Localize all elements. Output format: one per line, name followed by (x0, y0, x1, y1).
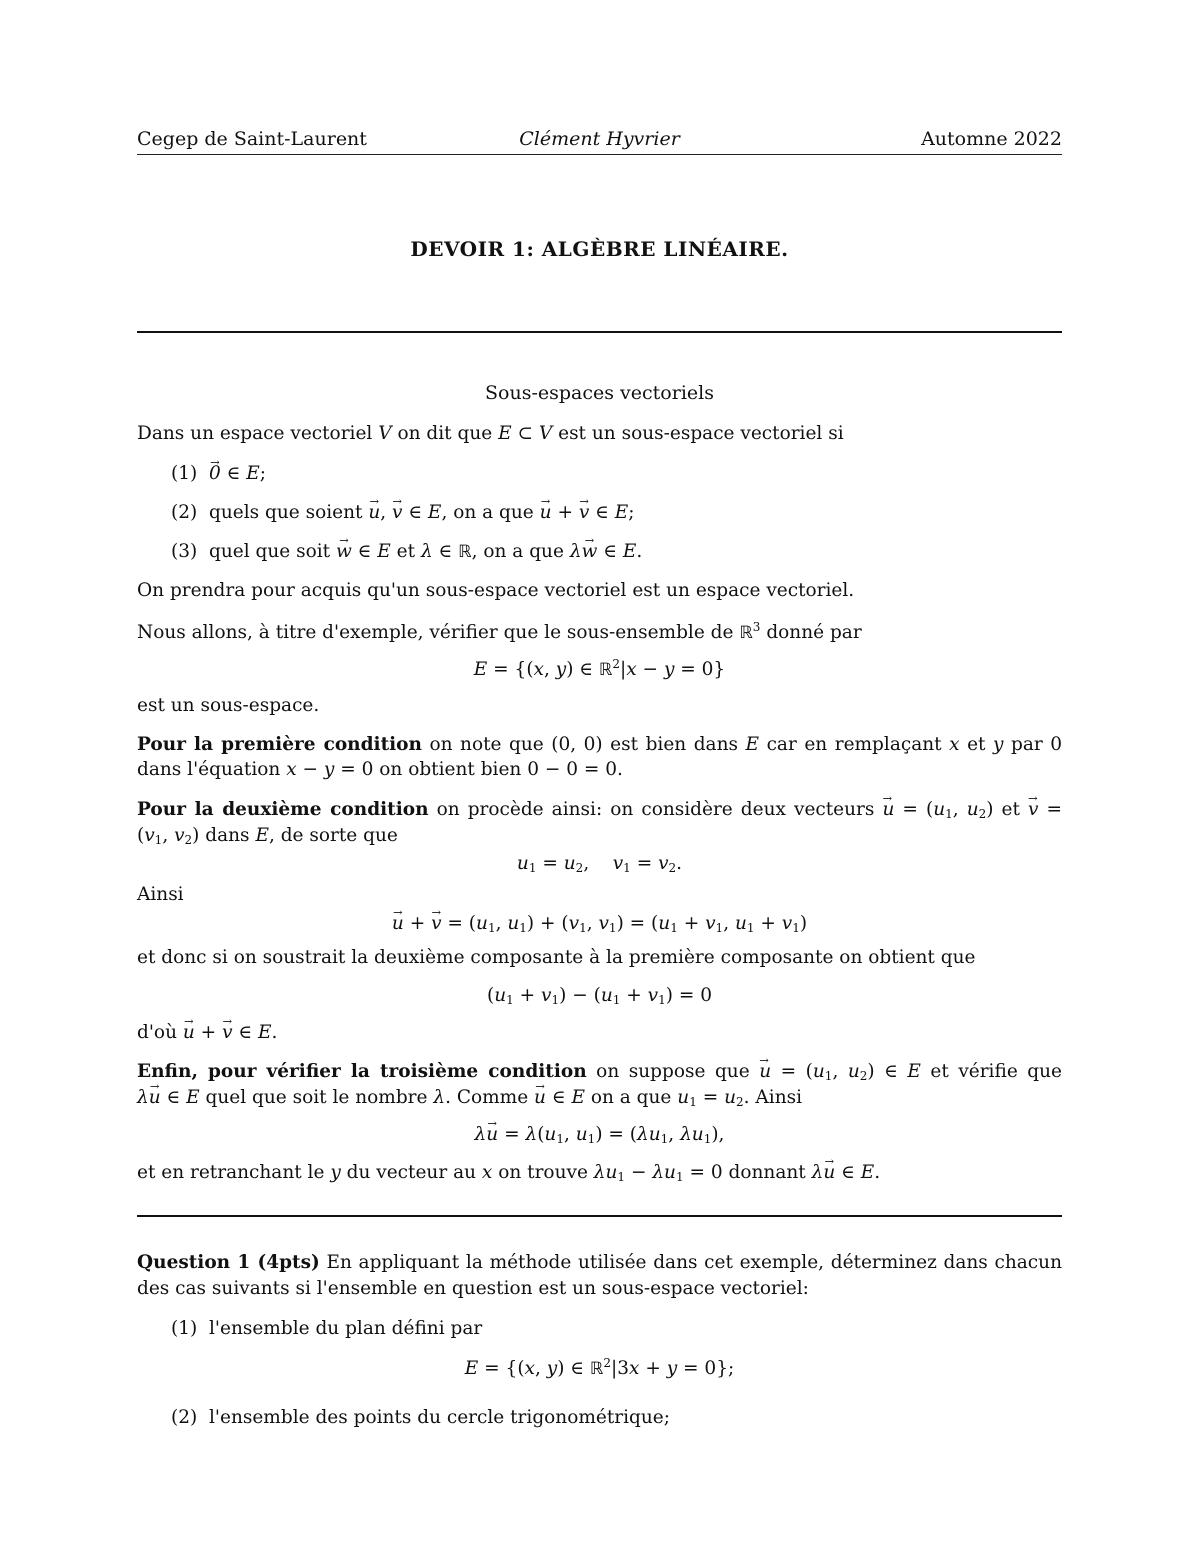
condition-2-number: (2) (171, 502, 198, 523)
section-title: Sous-espaces vectoriels (485, 382, 714, 404)
question1-item-2-number: (2) (171, 1407, 198, 1428)
question1-item-2 (171, 1407, 670, 1428)
cond2-heading: Pour la deuxième condition (137, 799, 429, 820)
question1-item-1 (171, 1318, 482, 1339)
header-author: Clément Hyvrier (519, 128, 680, 150)
question1-line-1 (137, 1252, 1062, 1273)
cond1-line-1: Pour la première condition on note que (0, 0) est bien dans E car en remplaçant x et y par 0 (137, 734, 1062, 755)
cond2-line-3: et donc si on soustrait la deuxième composante à la première composante on obtient que (137, 947, 976, 968)
question1-item-1-text: l'ensemble du plan défini par (209, 1318, 483, 1339)
condition-3 (171, 541, 642, 562)
cond3-line-2: λu → ∈ E quel que soit le nombre λ. Comme u → ∈ E on a que $u_1 = u_2$. Ainsi (137, 1087, 1062, 1109)
cond2-equation-2: u → + v → = ($u_1$, $u_1) + (v_1$, $v_1) = (u_1 + v_1$, $u_1 + v_1$) (137, 913, 1062, 935)
question1-line-2: des cas suivants si l'ensemble en question est un sous-espace vectoriel: (137, 1278, 809, 1299)
cond1-line-2: dans l'équation x − y = 0 on obtient bien 0 − 0 = 0. (137, 759, 623, 780)
cond3-line-1: Enfin, pour vérifier la troisième condition on suppose que u → = ($u_1$, $u_2$) ∈ E et vérifie que (137, 1061, 1062, 1083)
cond2-equation-1: $u_1 = u_2$, $v_1 = v_2$. (516, 853, 683, 875)
cond2-line-4: d'où u → + v → ∈ E. (137, 1022, 1062, 1043)
condition-3-number: (3) (171, 541, 198, 562)
cond1-heading: Pour la première condition (137, 734, 422, 755)
cond2-line-2: ($v_1$, $v_2$) dans E, de sorte que (137, 825, 398, 847)
cond3-heading: Enfin, pour vérifier la troisième condition (137, 1061, 587, 1082)
cond3-equation: λu → = $\lambda(u_1$, $u_1) = (\lambda u_1$, $\lambda u_1$), (137, 1124, 1062, 1146)
cond3-line-3: et en retranchant le y du vecteur au x on trouve $\lambda u_1 - \lambda u_1 = 0$ donnant λu → ∈ E. (137, 1162, 1062, 1184)
header-term: Automne 2022 (921, 128, 1062, 150)
condition-3-text: quel que soit w → ∈ E et λ ∈ ℝ, on a que λw → ∈ E. (209, 541, 642, 562)
equation-set-e: E = {(x, y) ∈ ℝ$^2$|x − y = 0} (473, 657, 726, 680)
question1-label: Question 1 (4pts) (137, 1252, 320, 1273)
question1-text-1: En appliquant la méthode utilisée dans cet exemple, déterminez dans chacun (326, 1252, 1062, 1273)
cond2-equation-3: $(u_1 + v_1) - (u_1 + v_1) = 0$ (486, 985, 712, 1007)
page-header (137, 128, 1062, 155)
question1-item-1-number: (1) (171, 1318, 198, 1339)
top-rule (137, 331, 1062, 333)
cond2-ainsi: Ainsi (137, 884, 184, 905)
question1-item-2-text: l'ensemble des points du cercle trigonométrique; (209, 1407, 670, 1428)
question1-equation-1: E = {(x, y) ∈ ℝ$^2$|3x + y = 0}; (464, 1356, 735, 1379)
bottom-rule (137, 1215, 1062, 1217)
paragraph-acquis: On prendra pour acquis qu'un sous-espace vectoriel est un espace vectoriel. (137, 580, 855, 601)
condition-1 (171, 463, 266, 484)
condition-2 (171, 502, 635, 523)
cond2-line-1: Pour la deuxième condition on procède ainsi: on considère deux vecteurs u → = ($u_1$, $u_2$) et v → = (137, 799, 1062, 821)
condition-2-text: quels que soient u →, v → ∈ E, on a que u → + v → ∈ E; (209, 502, 635, 523)
paragraph-exemple: Nous allons, à titre d'exemple, vérifier que le sous-ensemble de ℝ$^3$ donné par (137, 620, 862, 643)
condition-1-number: (1) (171, 463, 198, 484)
document-title: DEVOIR 1: ALGÈBRE LINÉAIRE. (410, 237, 789, 261)
intro-text: Dans un espace vectoriel V on dit que E ⊂ V est un sous-espace vectoriel si (137, 423, 844, 444)
condition-1-text: 0 → ∈ E; (209, 463, 266, 484)
paragraph-sous-espace: est un sous-espace. (137, 695, 320, 716)
header-institution: Cegep de Saint-Laurent (137, 128, 367, 150)
